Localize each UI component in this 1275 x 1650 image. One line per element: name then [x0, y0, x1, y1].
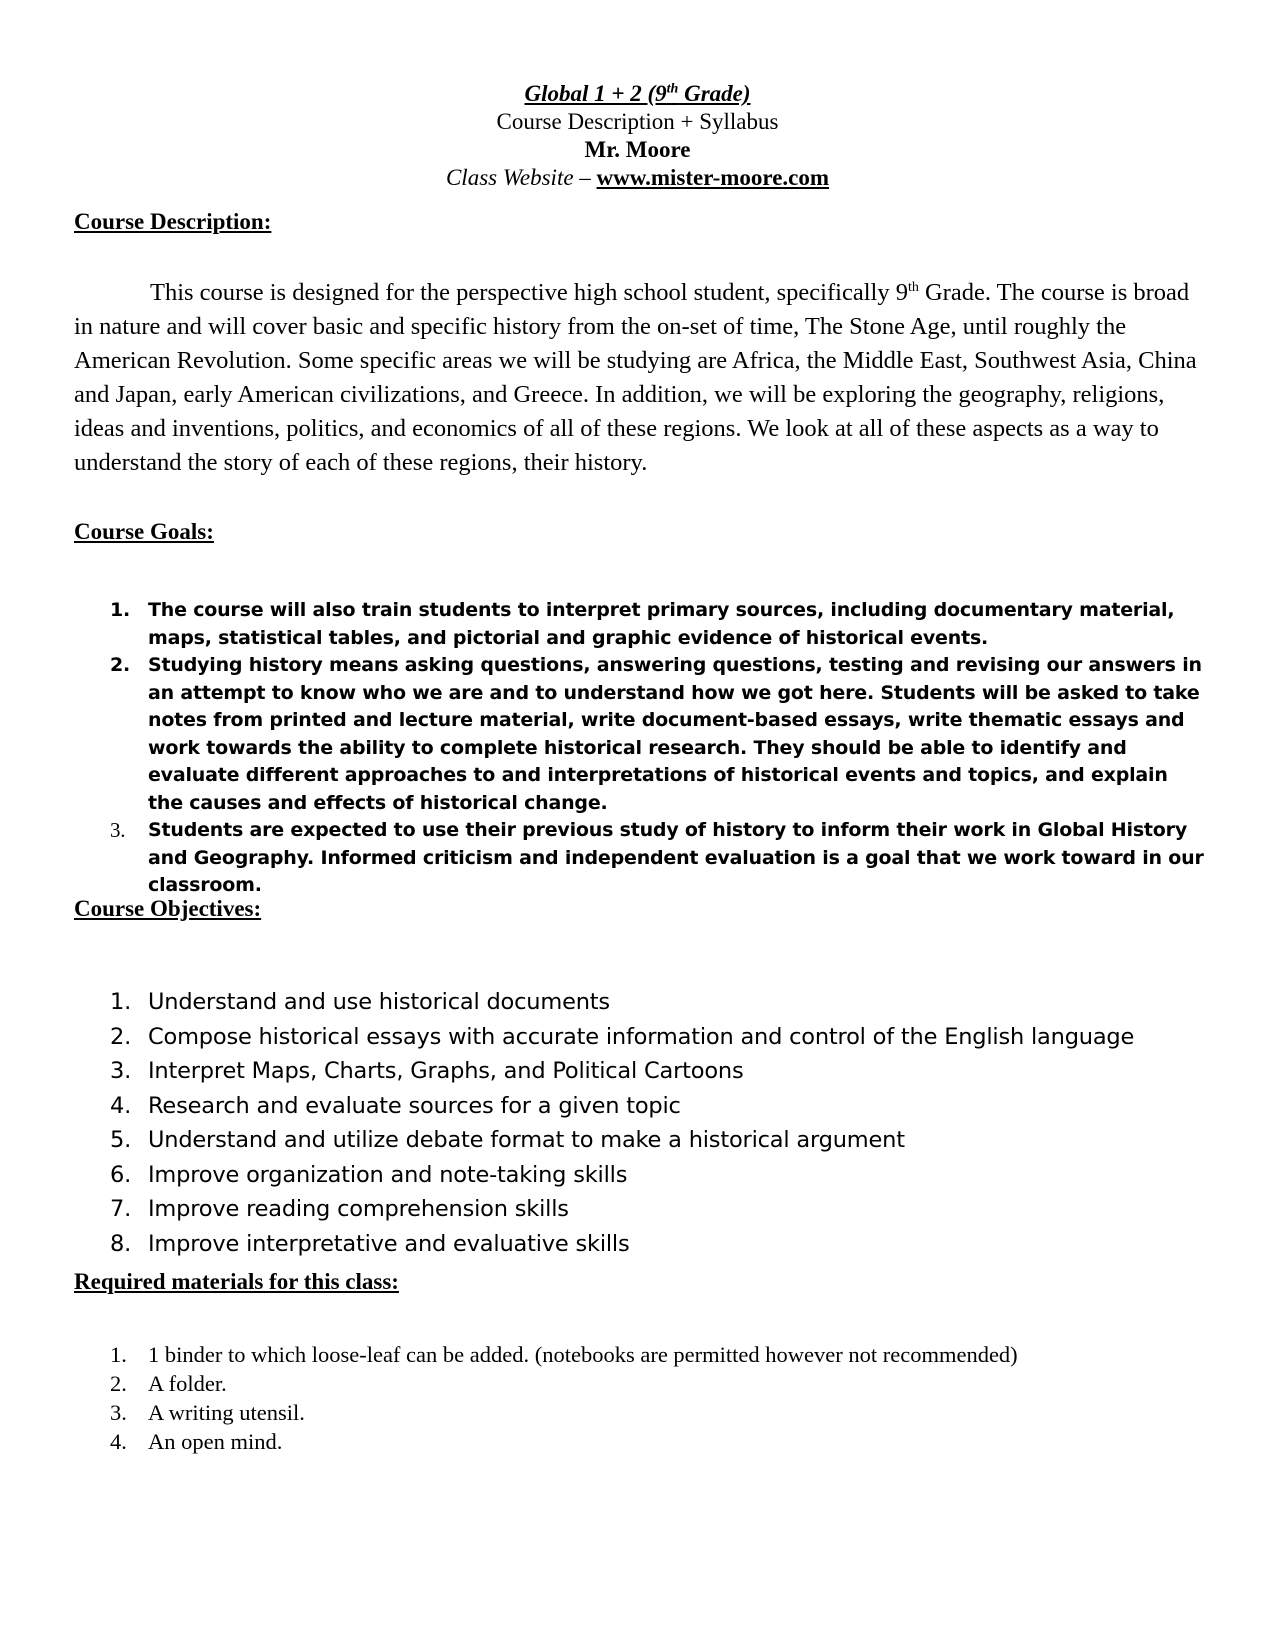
material-number: 3.	[110, 1400, 127, 1425]
website-label: Class Website –	[445, 165, 597, 190]
goal-number: 3.	[110, 818, 126, 842]
material-number: 4.	[110, 1429, 127, 1454]
objective-text: Understand and utilize debate format to make a historical argument	[148, 1127, 905, 1153]
goal-text: Students are expected to use their previous study of history to inform their work in Global History and Geography. Informed criticism and independent evaluation is a goal that we work toward in our classroom.	[148, 819, 1204, 896]
objective-text: Improve interpretative and evaluative skills	[148, 1230, 630, 1257]
objective-text: Improve organization and note-taking skills	[148, 1161, 628, 1188]
objective-number: 2.	[110, 1023, 132, 1050]
objective-number: 4.	[110, 1092, 132, 1119]
course-title-suffix: Grade)	[678, 81, 751, 106]
objective-text: Understand and use historical documents	[148, 989, 610, 1015]
materials-list	[74, 1340, 1204, 1456]
document-header	[0, 80, 1275, 192]
course-title-superscript: th	[666, 81, 679, 97]
goals-heading: Course Goals:	[74, 519, 214, 544]
objective-number: 8.	[110, 1230, 132, 1257]
goal-number: 1.	[110, 599, 131, 621]
objective-text: Interpret Maps, Charts, Graphs, and Political Cartoons	[148, 1058, 744, 1084]
objective-item	[74, 1192, 1204, 1227]
objectives-heading: Course Objectives:	[74, 896, 262, 921]
material-text: A writing utensil.	[148, 1400, 305, 1425]
objective-item	[74, 1020, 1204, 1055]
class-website-line	[0, 164, 1275, 192]
course-title	[0, 80, 1275, 108]
material-text: 1 binder to which loose-leaf can be added. (notebooks are permitted however not recommended)	[148, 1342, 1018, 1367]
objective-item	[74, 1158, 1204, 1193]
teacher-name: Mr. Moore	[584, 137, 691, 162]
materials-heading: Required materials for this class:	[74, 1269, 399, 1294]
description-paragraph	[74, 276, 1199, 480]
objective-item	[74, 1227, 1204, 1262]
objective-text: Research and evaluate sources for a given topic	[148, 1092, 681, 1119]
objective-item	[74, 1054, 1204, 1089]
course-title-prefix: Global 1 + 2 (9	[524, 81, 667, 106]
goal-item	[74, 652, 1204, 817]
website-link[interactable]: www.mister-moore.com	[596, 165, 830, 190]
description-superscript: th	[907, 279, 919, 295]
objective-number: 3.	[110, 1058, 132, 1084]
objective-number: 7.	[110, 1196, 132, 1222]
objective-item	[74, 985, 1204, 1020]
material-text: A folder.	[148, 1371, 227, 1396]
objective-number: 5.	[110, 1127, 132, 1153]
objective-item	[74, 1123, 1204, 1158]
material-text: An open mind.	[148, 1429, 283, 1454]
material-item	[74, 1398, 1204, 1427]
material-item	[74, 1427, 1204, 1456]
material-item	[74, 1340, 1204, 1369]
material-item	[74, 1369, 1204, 1398]
goal-item	[74, 817, 1204, 900]
goals-list	[74, 597, 1204, 900]
objective-text: Compose historical essays with accurate information and control of the English language	[148, 1023, 1135, 1050]
goal-text: Studying history means asking questions, answering questions, testing and revising our answers in an attempt to know who we are and to understand how we got here. Students will be asked to take notes from printed and lecture material, write document-based essays, write thematic essays and work towards the ability to complete historical research. They should be able to identify and evaluate different approaches to and interpretations of historical events and topics, and explain the causes and effects of historical change.	[148, 654, 1202, 814]
description-text-start: This course is designed for the perspective high school student, specifically 9	[150, 279, 908, 306]
description-text-end: Grade. The course is broad in nature and will cover basic and specific history from the on-set of time, The Stone Age, until roughly the American Revolution. Some specific areas we will be studying are Africa, the Middle East, Southwest Asia, China and Japan, early American civilizations, and Greece. In addition, we will be exploring the geography, religions, ideas and inventions, politics, and economics of all of these regions. We look at all of these aspects as a way to understand the story of each of these regions, their history.	[74, 279, 1197, 476]
course-subtitle: Course Description + Syllabus	[496, 109, 779, 134]
goal-text: The course will also train students to interpret primary sources, including documentary material, maps, statistical tables, and pictorial and graphic evidence of historical events.	[148, 599, 1175, 649]
goal-number: 2.	[110, 654, 131, 676]
objective-text: Improve reading comprehension skills	[148, 1196, 569, 1222]
material-number: 2.	[110, 1371, 127, 1396]
objectives-list	[74, 985, 1204, 1261]
goal-item	[74, 597, 1204, 652]
objective-item	[74, 1089, 1204, 1124]
objective-number: 1.	[110, 989, 132, 1015]
material-number: 1.	[110, 1342, 127, 1367]
description-heading: Course Description:	[74, 209, 272, 234]
objective-number: 6.	[110, 1161, 132, 1188]
